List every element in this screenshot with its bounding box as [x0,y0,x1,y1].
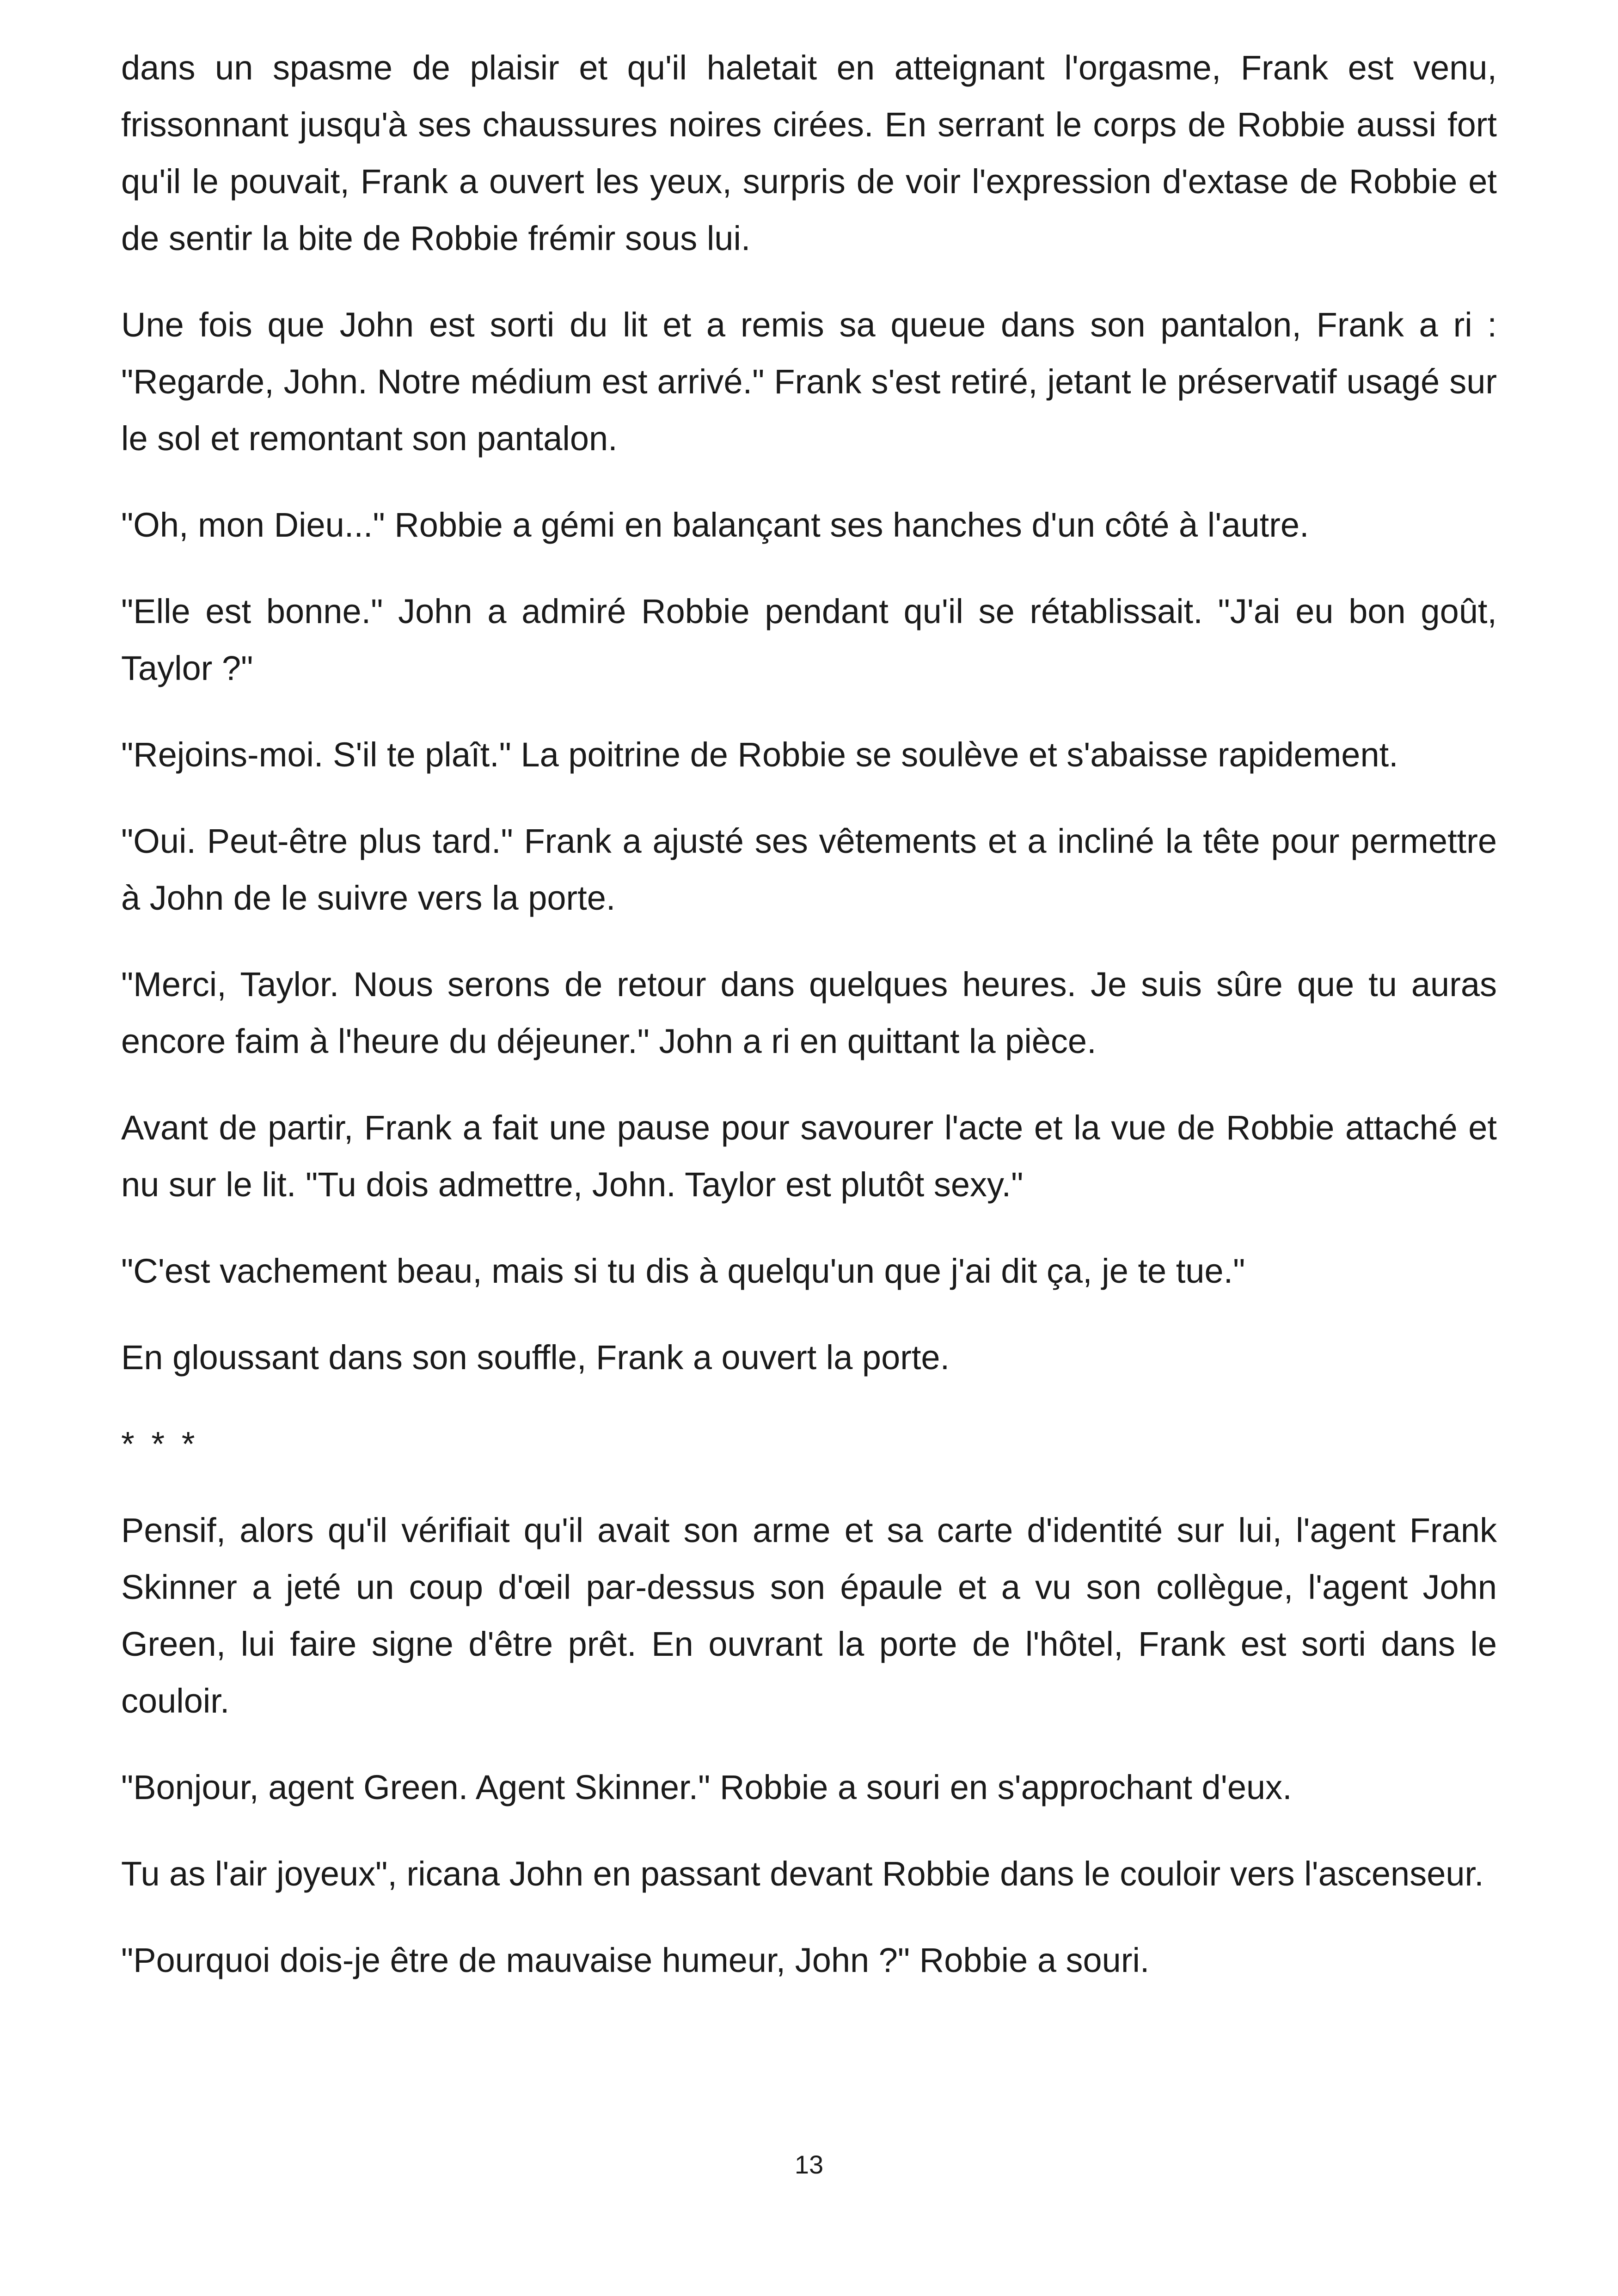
paragraph: "Elle est bonne." John a admiré Robbie pendant qu'il se rétablissait. "J'ai eu bon goût, Taylor ?" [121,592,1497,687]
paragraph: "Rejoins-moi. S'il te plaît." La poitrine de Robbie se soulève et s'abaisse rapidement. [121,735,1398,774]
paragraph: Tu as l'air joyeux", ricana John en passant devant Robbie dans le couloir vers l'ascenseur. [121,1855,1484,1893]
paragraph: "Oh, mon Dieu..." Robbie a gémi en balançant ses hanches d'un côté à l'autre. [121,506,1309,544]
paragraph: En gloussant dans son souffle, Frank a ouvert la porte. [121,1338,950,1377]
paragraph: "Oui. Peut-être plus tard." Frank a ajusté ses vêtements et a incliné la tête pour permettre à John de le suivre vers la porte. [121,822,1497,917]
paragraph: "C'est vachement beau, mais si tu dis à quelqu'un que j'ai dit ça, je te tue." [121,1252,1245,1290]
paragraph: "Bonjour, agent Green. Agent Skinner." Robbie a souri en s'approchant d'eux. [121,1768,1292,1806]
page-number: 13 [794,2150,824,2179]
paragraph: Avant de partir, Frank a fait une pause pour savourer l'acte et la vue de Robbie attaché et nu sur le lit. "Tu dois admettre, John. Taylor est plutôt sexy." [121,1108,1497,1204]
paragraph: Pensif, alors qu'il vérifiait qu'il avait son arme et sa carte d'identité sur lui, l'agent Frank Skinner a jeté un coup d'œil par-dessus son épaule et a vu son collègue, l'agent John Green, lui faire signe d'être prêt. En ouvrant la porte de l'hôtel, Frank est sorti dans le couloir. [121,1511,1497,1720]
paragraph: Une fois que John est sorti du lit et a remis sa queue dans son pantalon, Frank a ri : "Regarde, John. Notre médium est arrivé." Frank s'est retiré, jetant le préservatif usagé sur le sol et remontant son pantalon. [121,306,1497,458]
paragraph: dans un spasme de plaisir et qu'il haletait en atteignant l'orgasme, Frank est venu, frissonnant jusqu'à ses chaussures noires cirées. En serrant le corps de Robbie aussi fort qu'il le pouvait, Frank a ouvert les yeux, surpris de voir l'expression d'extase de Robbie et de sentir la bite de Robbie frémir sous lui. [121,49,1497,257]
body-text [121,39,1497,2018]
scene-break: * * * [121,1425,199,1463]
paragraph: "Merci, Taylor. Nous serons de retour dans quelques heures. Je suis sûre que tu auras encore faim à l'heure du déjeuner." John a ri en quittant la pièce. [121,965,1497,1060]
paragraph: "Pourquoi dois-je être de mauvaise humeur, John ?" Robbie a souri. [121,1941,1150,1979]
